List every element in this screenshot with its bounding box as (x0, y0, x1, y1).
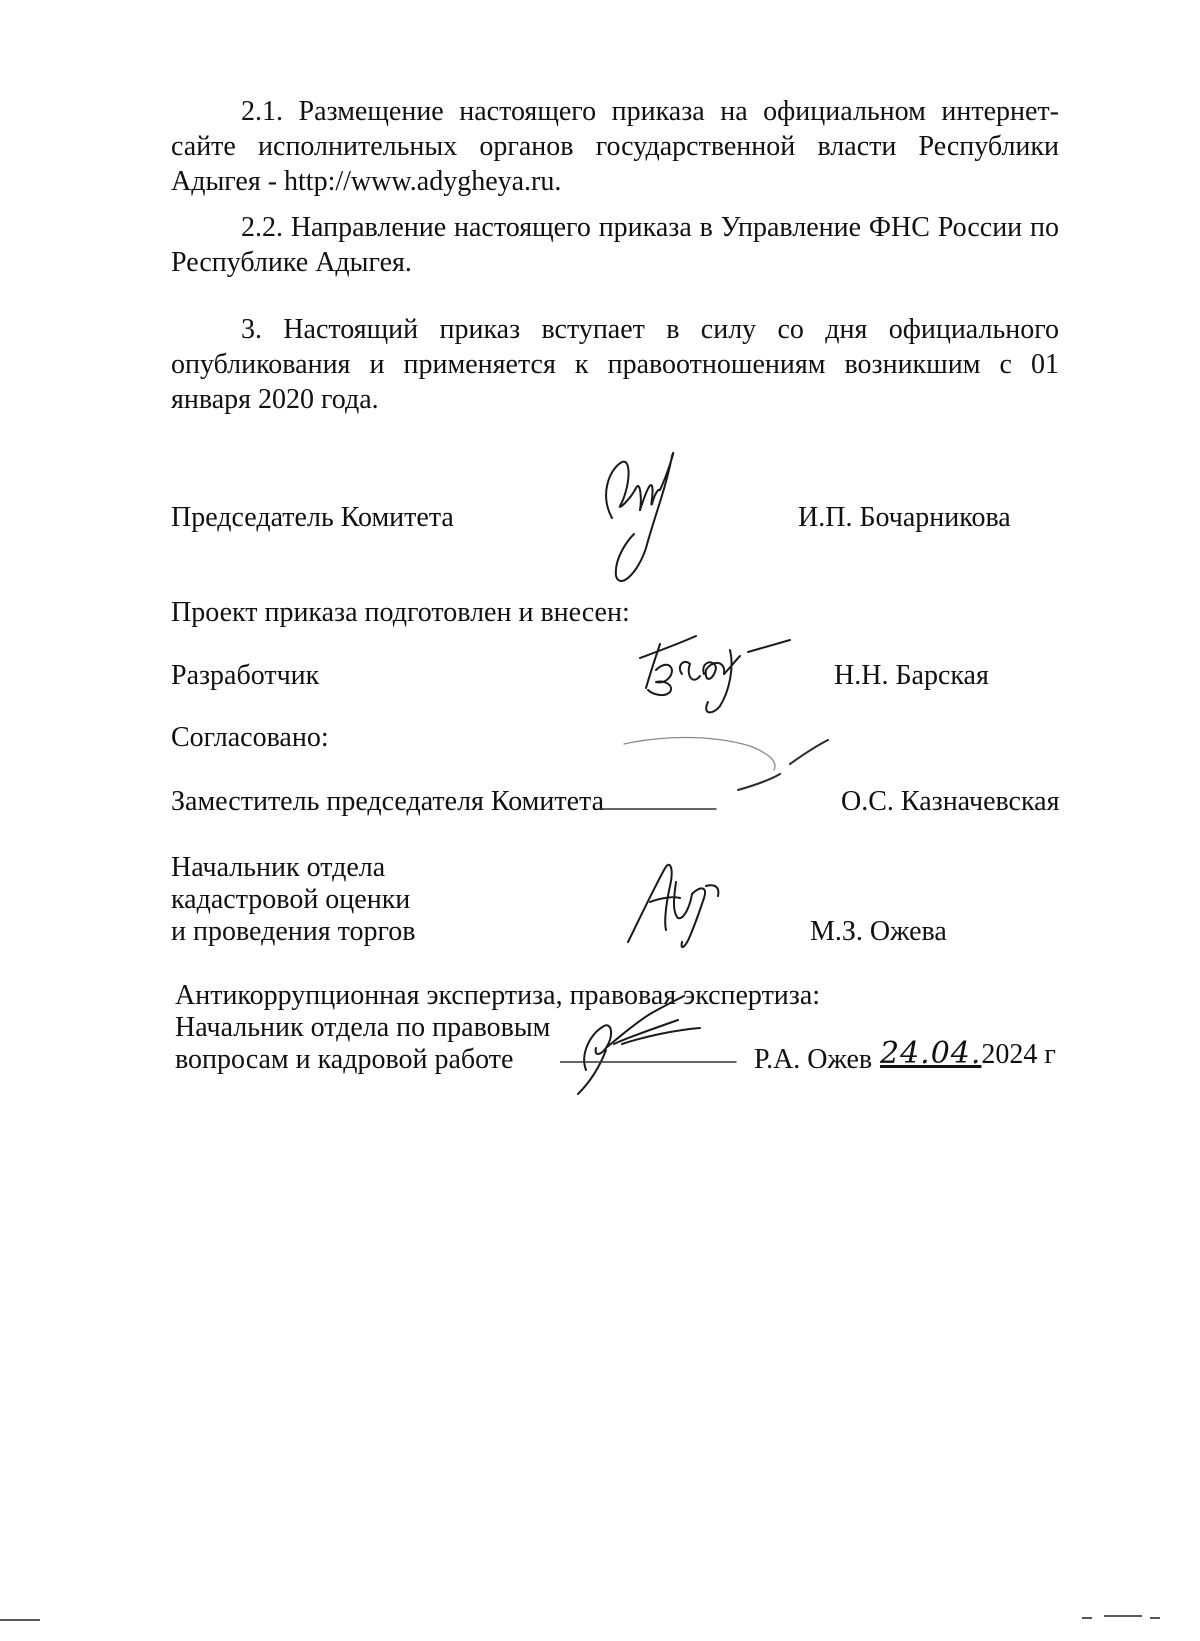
developer-signature (626, 630, 816, 720)
cadastral-title-line1: Начальник отдела (171, 852, 386, 883)
prepared-label: Проект приказа подготовлен и внесен: (171, 597, 630, 628)
paragraph-3 (171, 312, 1059, 417)
legal-head-date (880, 1036, 1056, 1071)
paragraph-2-1 (171, 94, 1059, 199)
handwritten-date: 24.04. (880, 1036, 982, 1071)
deputy-title: Заместитель председателя Комитета (171, 786, 605, 817)
developer-title: Разработчик (171, 660, 320, 691)
expertise-label: Антикоррупционная экспертиза, правовая экспертиза: (175, 980, 821, 1011)
deputy-signature (620, 728, 840, 798)
cadastral-head-name: М.З. Ожева (810, 916, 947, 947)
chairman-signature (590, 448, 690, 593)
date-year: 2024 г (981, 1039, 1056, 1070)
paragraph-3-text: 3. Настоящий приказ вступает в силу со дня официального опубликования и применяется к правоотношениям возникшим с 01 января 2020 года. (171, 314, 1059, 415)
legal-head-signature (560, 994, 740, 1100)
legal-head-title-line1: Начальник отдела по правовым (175, 1012, 551, 1043)
cadastral-title-line3: и проведения торгов (171, 916, 416, 947)
paragraph-2-2-text: 2.2. Направление настоящего приказа в Управление ФНС России по Республике Адыгея. (171, 212, 1059, 278)
paragraph-2-1-text: 2.1. Размещение настоящего приказа на официальном интернет-сайте исполнительных органов государственной власти Республики Адыгея - http://www.adygheya.ru. (171, 96, 1059, 197)
chairman-title: Председатель Комитета (171, 502, 454, 533)
paragraph-2-2 (171, 210, 1059, 280)
deputy-signature-line (598, 806, 718, 812)
legal-head-title-line2: вопросам и кадровой работе (175, 1044, 514, 1075)
scan-artifacts (0, 1596, 1200, 1626)
agreed-label: Согласовано: (171, 722, 329, 753)
legal-head-name: Р.А. Ожев (754, 1044, 873, 1075)
cadastral-title-line2: кадастровой оценки (171, 884, 411, 915)
developer-name: Н.Н. Барская (834, 660, 989, 691)
cadastral-head-signature (620, 846, 740, 958)
deputy-name: О.С. Казначевская (841, 786, 1060, 817)
chairman-name: И.П. Бочарникова (798, 502, 1011, 533)
